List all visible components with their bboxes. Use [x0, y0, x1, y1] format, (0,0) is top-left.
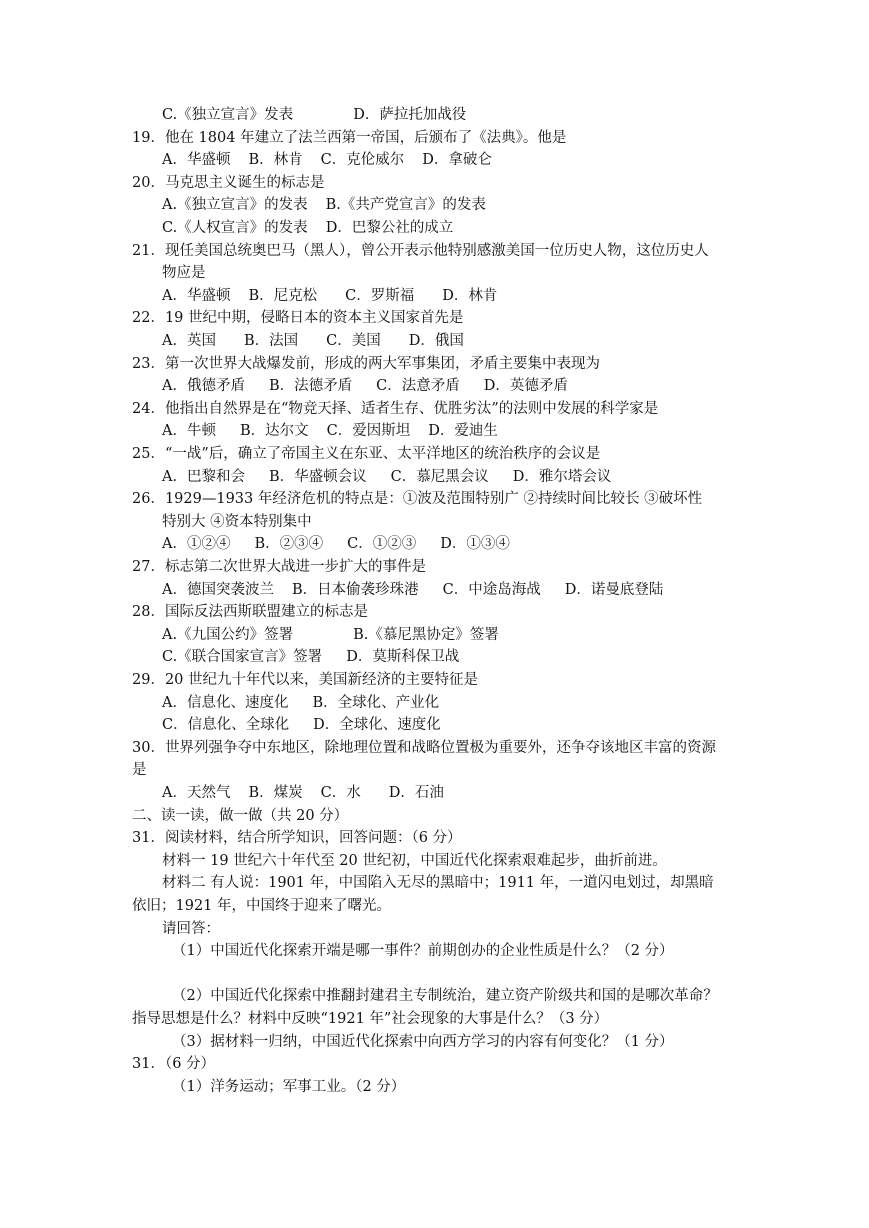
option-text: D．诺曼底登陆 [564, 581, 664, 598]
option-text: A．天然气 [162, 785, 231, 801]
option-text: A．德国突袭波兰 [162, 581, 274, 598]
question-line: 22．19 世纪中期，侵略日本的资本主义国家首先是 [132, 310, 464, 327]
text-line: 二、读一读，做一做（共 20 分） [132, 807, 349, 824]
options-line [162, 714, 441, 736]
option-text: A．巴黎和会 [162, 468, 245, 485]
option-text: A．华盛顿 [162, 287, 231, 304]
question-line: 27．标志第二次世界大战进一步扩大的事件是 [132, 559, 426, 575]
option-text: D．全球化、速度化 [313, 717, 441, 734]
option-text: B．煤炭 [248, 785, 303, 801]
option-text: D．爱迪生 [428, 423, 498, 440]
option-text: C．罗斯福 [345, 287, 415, 304]
option-text: A．俄德矛盾 [162, 378, 245, 395]
options-line [162, 533, 510, 555]
option-text: C.《独立宣言》发表 [162, 107, 294, 123]
question-line: 26．1929—1933 年经济危机的特点是：①波及范围特别广 ②持续时间比较长 ③破坏性 [132, 491, 703, 508]
option-text: B．全球化、产业化 [312, 694, 440, 711]
option-text: D．①③④ [440, 536, 510, 553]
option-text: D．拿破仑 [422, 152, 492, 169]
options-line [162, 104, 466, 126]
option-text: D．雅尔塔会议 [512, 468, 612, 485]
question-line: 25．“一战”后，确立了帝国主义在东亚、太平洋地区的统治秩序的会议是 [132, 446, 601, 462]
option-text: D．俄国 [408, 333, 464, 349]
options-line [162, 330, 464, 352]
option-text: C．爱因斯坦 [326, 423, 411, 440]
option-text: B．尼克松 [248, 287, 318, 304]
option-text: B．②③④ [254, 536, 324, 553]
options-line [162, 420, 498, 442]
option-text: D．英德矛盾 [483, 378, 568, 395]
text-line: 物应是 [162, 265, 206, 282]
text-line: 31．阅读材料，结合所学知识，回答问题：（6 分） [132, 830, 462, 847]
text-line: 特别大 ④资本特别集中 [162, 513, 312, 530]
option-text: C．慕尼黑会议 [390, 468, 489, 485]
question-line: 20．马克思主义诞生的标志是 [132, 174, 325, 191]
text-line: 依旧；1921 年，中国终于迎来了曙光。 [132, 898, 392, 914]
option-text: C．法意矛盾 [376, 378, 460, 395]
options-line [162, 646, 459, 668]
options-line [162, 149, 492, 171]
question-line: 28．国际反法西斯联盟建立的标志是 [132, 604, 368, 621]
options-line [162, 624, 499, 646]
options-line [162, 285, 497, 307]
text-line: 请回答： [162, 920, 220, 937]
option-text: B．林肯 [248, 152, 303, 169]
text-line: 材料一 19 世纪六十年代至 20 世纪初，中国近代化探索艰难起步，曲折前进。 [162, 852, 667, 869]
text-line: 材料二 有人说：1901 年，中国陷入无尽的黑暗中；1911 年，一道闪电划过，却黑暗 [162, 875, 714, 892]
option-text: B．法国 [243, 333, 299, 349]
text-line: 31．（6 分） [132, 1056, 216, 1073]
option-text: C．美国 [326, 333, 381, 349]
option-text: C．信息化、全球化 [162, 717, 290, 734]
option-text: A.《独立宣言》的发表 [162, 197, 308, 214]
option-text: B．日本偷袭珍珠港 [291, 581, 419, 598]
question-line: 19．他在 1804 年建立了法兰西第一帝国，后颁布了《法典》。他是 [132, 129, 567, 146]
option-text: D．萨拉托加战役 [353, 107, 467, 123]
option-text: B．华盛顿会议 [268, 468, 367, 485]
option-text: B．法德矛盾 [268, 378, 353, 395]
text-line: （1）洋务运动；军事工业。（2 分） [172, 1078, 406, 1095]
text-line: （3）据材料一归纳，中国近代化探索中向西方学习的内容有何变化？（1 分） [172, 1033, 674, 1050]
question-line: 24．他指出自然界是在“物竞天择、适者生存、优胜劣汰”的法则中发展的科学家是 [132, 400, 659, 417]
options-line [162, 375, 568, 397]
option-text: C．水 [320, 785, 361, 801]
option-text: C.《人权宣言》的发表 [162, 220, 308, 236]
option-text: B．达尔文 [239, 423, 309, 440]
options-line [162, 579, 663, 601]
option-text: A．①②④ [162, 536, 231, 553]
option-text: C.《联合国家宣言》签署 [162, 649, 323, 666]
options-line [162, 194, 486, 216]
option-text: A．信息化、速度化 [162, 694, 289, 711]
option-text: D．莫斯科保卫战 [346, 649, 460, 666]
option-text: A．牛顿 [162, 423, 216, 440]
text-line: 指导思想是什么？材料中反映“1921 年”社会现象的大事是什么？（3 分） [132, 1011, 609, 1027]
options-line [162, 217, 453, 239]
option-text: D．石油 [388, 785, 444, 801]
question-line: 30．世界列强争夺中东地区，除地理位置和战略位置极为重要外，还争夺该地区丰富的资源 [132, 739, 716, 756]
option-text: B.《共产党宣言》的发表 [325, 197, 486, 214]
option-text: D．巴黎公社的成立 [325, 220, 454, 236]
option-text: A.《九国公约》签署 [162, 626, 294, 643]
options-line [162, 782, 444, 804]
option-text: A．英国 [162, 333, 216, 349]
question-line: 23．第一次世界大战爆发前，形成的两大军事集团，矛盾主要集中表现为 [132, 355, 600, 372]
options-line [162, 466, 611, 488]
option-text: C．①②③ [347, 536, 417, 553]
option-text: B.《慕尼黑协定》签署 [353, 626, 499, 643]
option-text: C．克伦威尔 [320, 152, 405, 169]
option-text: C．中途岛海战 [442, 581, 541, 598]
options-line [162, 692, 439, 714]
question-line: 是 [132, 762, 147, 779]
question-line: 21．现任美国总统奥巴马（黑人），曾公开表示他特别感激美国一位历史人物，这位历史人 [132, 242, 709, 259]
question-line: 29．20 世纪九十年代以来，美国新经济的主要特征是 [132, 672, 479, 688]
option-text: D．林肯 [442, 287, 498, 304]
text-line: （2）中国近代化探索中推翻封建君主专制统治，建立资产阶级共和国的是哪次革命？ [172, 988, 718, 1005]
option-text: A．华盛顿 [162, 152, 231, 169]
text-line: （1）中国近代化探索开端是哪一事件？前期创办的企业性质是什么？（2 分） [172, 943, 674, 960]
